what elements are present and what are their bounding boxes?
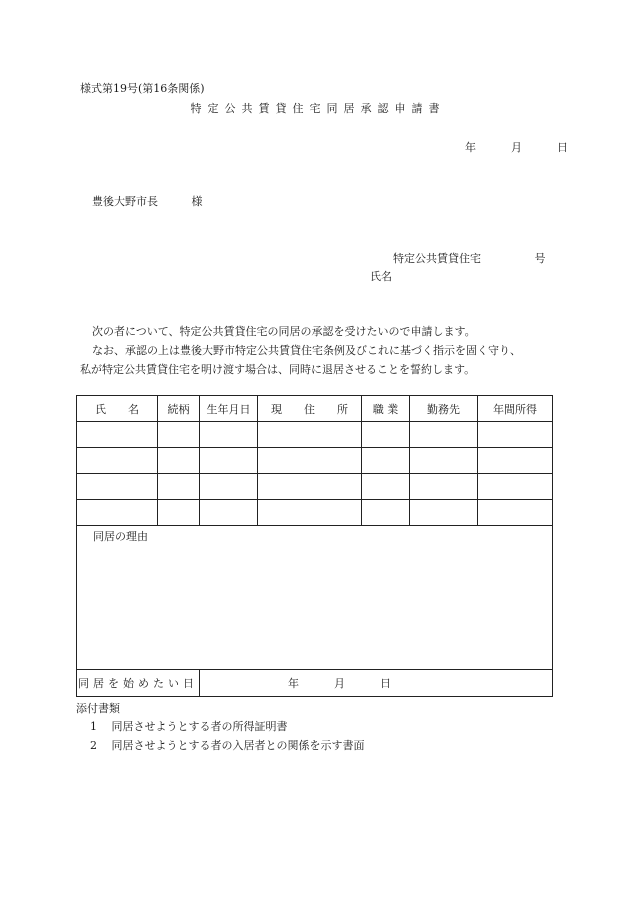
start-day-label: 日 xyxy=(380,677,391,690)
birthdate-cell[interactable] xyxy=(200,500,258,526)
date-year-label: 年 xyxy=(465,141,476,154)
applicant-name-label: 氏名 xyxy=(370,270,392,283)
housing-number-label: 号 xyxy=(534,252,546,265)
start-date-field[interactable] xyxy=(200,670,553,697)
form-number: 様式第19号(第16条関係) xyxy=(80,82,205,95)
form-title: 特定公共賃貸住宅同居承認申請書 xyxy=(190,102,446,115)
addressee-name: 豊後大野市長 xyxy=(92,195,158,208)
header-annual-income: 年間所得 xyxy=(478,396,553,422)
addressee-honorific: 様 xyxy=(191,195,203,208)
attachment-item xyxy=(90,718,288,734)
reason-field[interactable] xyxy=(77,526,553,670)
income-cell[interactable] xyxy=(478,422,553,448)
attachment-item xyxy=(90,737,365,753)
statement-line-2: なお、承認の上は豊後大野市特定公共賃貸住宅条例及びこれに基づく指示を固く守り、 xyxy=(92,344,521,357)
attachment-text: 同居させようとする者の所得証明書 xyxy=(111,720,288,733)
statement-line-3: 私が特定公共賃貸住宅を明け渡す場合は、同時に退居させることを誓約します。 xyxy=(80,363,476,376)
header-occupation: 職 業 xyxy=(362,396,410,422)
name-cell[interactable] xyxy=(77,474,158,500)
reason-label: 同居の理由 xyxy=(93,530,148,543)
workplace-cell[interactable] xyxy=(410,448,478,474)
header-birthdate: 生年月日 xyxy=(200,396,258,422)
start-date-row xyxy=(77,670,553,697)
header-relationship: 続柄 xyxy=(158,396,200,422)
attachments-title: 添付書類 xyxy=(76,702,120,715)
workplace-cell[interactable] xyxy=(410,474,478,500)
occupation-cell[interactable] xyxy=(362,500,410,526)
workplace-cell[interactable] xyxy=(410,422,478,448)
relationship-cell[interactable] xyxy=(158,474,200,500)
table-row xyxy=(77,448,553,474)
workplace-cell[interactable] xyxy=(410,500,478,526)
name-cell[interactable] xyxy=(77,448,158,474)
table-row xyxy=(77,422,553,448)
start-month-label: 月 xyxy=(334,677,345,690)
date-day-label: 日 xyxy=(557,141,568,154)
cohabitant-table xyxy=(76,395,553,697)
occupation-cell[interactable] xyxy=(362,474,410,500)
header-address: 現 住 所 xyxy=(258,396,362,422)
occupation-cell[interactable] xyxy=(362,422,410,448)
address-cell[interactable] xyxy=(258,500,362,526)
birthdate-cell[interactable] xyxy=(200,474,258,500)
header-workplace: 勤務先 xyxy=(410,396,478,422)
table-row xyxy=(77,500,553,526)
attachment-number: 1 xyxy=(90,720,97,733)
birthdate-cell[interactable] xyxy=(200,448,258,474)
application-date xyxy=(465,139,568,155)
income-cell[interactable] xyxy=(478,500,553,526)
start-date-labels xyxy=(200,675,552,691)
occupation-cell[interactable] xyxy=(362,448,410,474)
housing-label: 特定公共賃貸住宅 xyxy=(393,252,481,265)
table-header-row xyxy=(77,396,553,422)
statement-line-1: 次の者について、特定公共賃貸住宅の同居の承認を受けたいので申請します。 xyxy=(92,325,476,338)
address-cell[interactable] xyxy=(258,448,362,474)
relationship-cell[interactable] xyxy=(158,422,200,448)
housing-line xyxy=(393,250,546,266)
table-row xyxy=(77,474,553,500)
reason-row xyxy=(77,526,553,670)
start-year-label: 年 xyxy=(288,677,299,690)
date-month-label: 月 xyxy=(511,141,522,154)
relationship-cell[interactable] xyxy=(158,500,200,526)
birthdate-cell[interactable] xyxy=(200,422,258,448)
address-cell[interactable] xyxy=(258,422,362,448)
income-cell[interactable] xyxy=(478,448,553,474)
header-name: 氏 名 xyxy=(77,396,158,422)
income-cell[interactable] xyxy=(478,474,553,500)
relationship-cell[interactable] xyxy=(158,448,200,474)
name-cell[interactable] xyxy=(77,422,158,448)
statement-text xyxy=(80,322,560,379)
attachment-text: 同居させようとする者の入居者との関係を示す書面 xyxy=(111,739,365,752)
start-date-label: 同居を始めたい日 xyxy=(77,670,200,697)
name-cell[interactable] xyxy=(77,500,158,526)
attachment-number: 2 xyxy=(90,739,97,752)
addressee xyxy=(92,193,203,209)
address-cell[interactable] xyxy=(258,474,362,500)
